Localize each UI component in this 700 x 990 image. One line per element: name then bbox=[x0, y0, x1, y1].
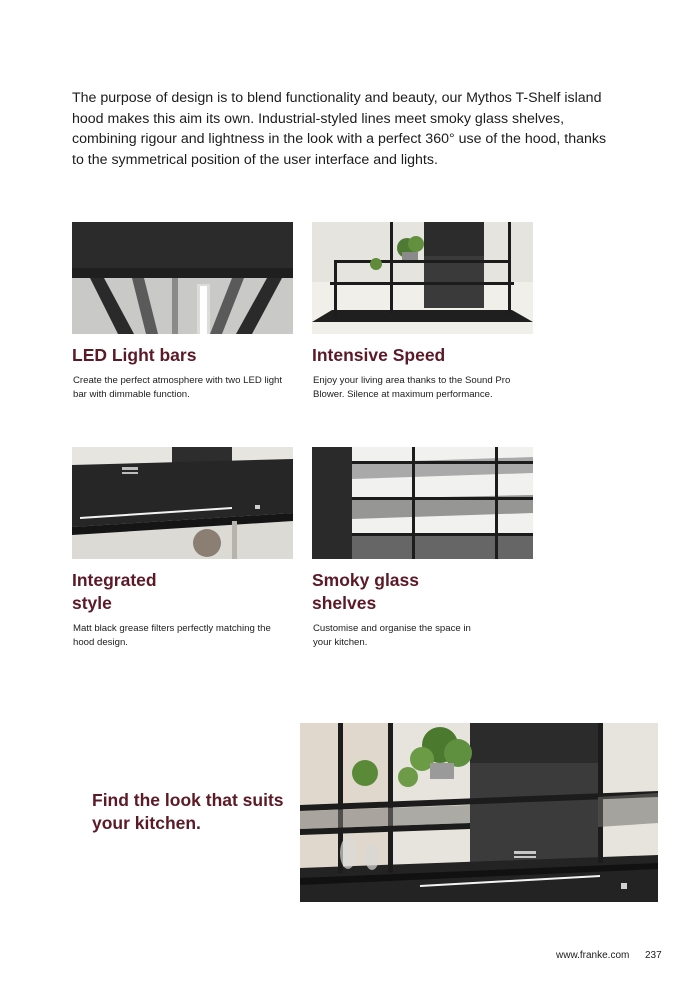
footer-url[interactable]: www.franke.com bbox=[556, 950, 630, 961]
intro-paragraph: The purpose of design is to blend functionality and beauty, our Mythos T-Shelf island hood makes this aim its own. Industrial-styled lines meet smoky glass shelves, combining rigour and lightness in the look with a perfect 360° use of the hood, thanks to the symmetrical position of the user interface and lights. bbox=[72, 90, 607, 168]
feature-title-led-light-bars: LED Light bars bbox=[72, 345, 197, 365]
smoky-glass-shelves-photo bbox=[312, 447, 533, 559]
island-hood-with-shelves-photo bbox=[312, 222, 533, 334]
feature-desc-integrated-style: Matt black grease filters perfectly matching the hood design. bbox=[73, 623, 271, 648]
feature-desc-intensive-speed: Enjoy your living area thanks to the Sound Pro Blower. Silence at maximum performance. bbox=[313, 375, 511, 400]
feature-desc-led-light-bars: Create the perfect atmosphere with two LED light bar with dimmable function. bbox=[73, 375, 283, 400]
kitchen-hood-hero-photo bbox=[300, 723, 658, 902]
cta-heading: Find the look that suits your kitchen. bbox=[92, 790, 284, 833]
feature-desc-smoky-glass-shelves: Customise and organise the space in your kitchen. bbox=[313, 623, 471, 648]
feature-title-intensive-speed: Intensive Speed bbox=[312, 345, 446, 365]
hood-underside-filters-photo bbox=[72, 447, 293, 559]
led-light-bars-photo bbox=[72, 222, 293, 334]
feature-title-integrated-style: Integrated style bbox=[72, 570, 157, 613]
page-number: 237 bbox=[645, 950, 662, 961]
feature-title-smoky-glass-shelves: Smoky glass shelves bbox=[312, 570, 419, 613]
